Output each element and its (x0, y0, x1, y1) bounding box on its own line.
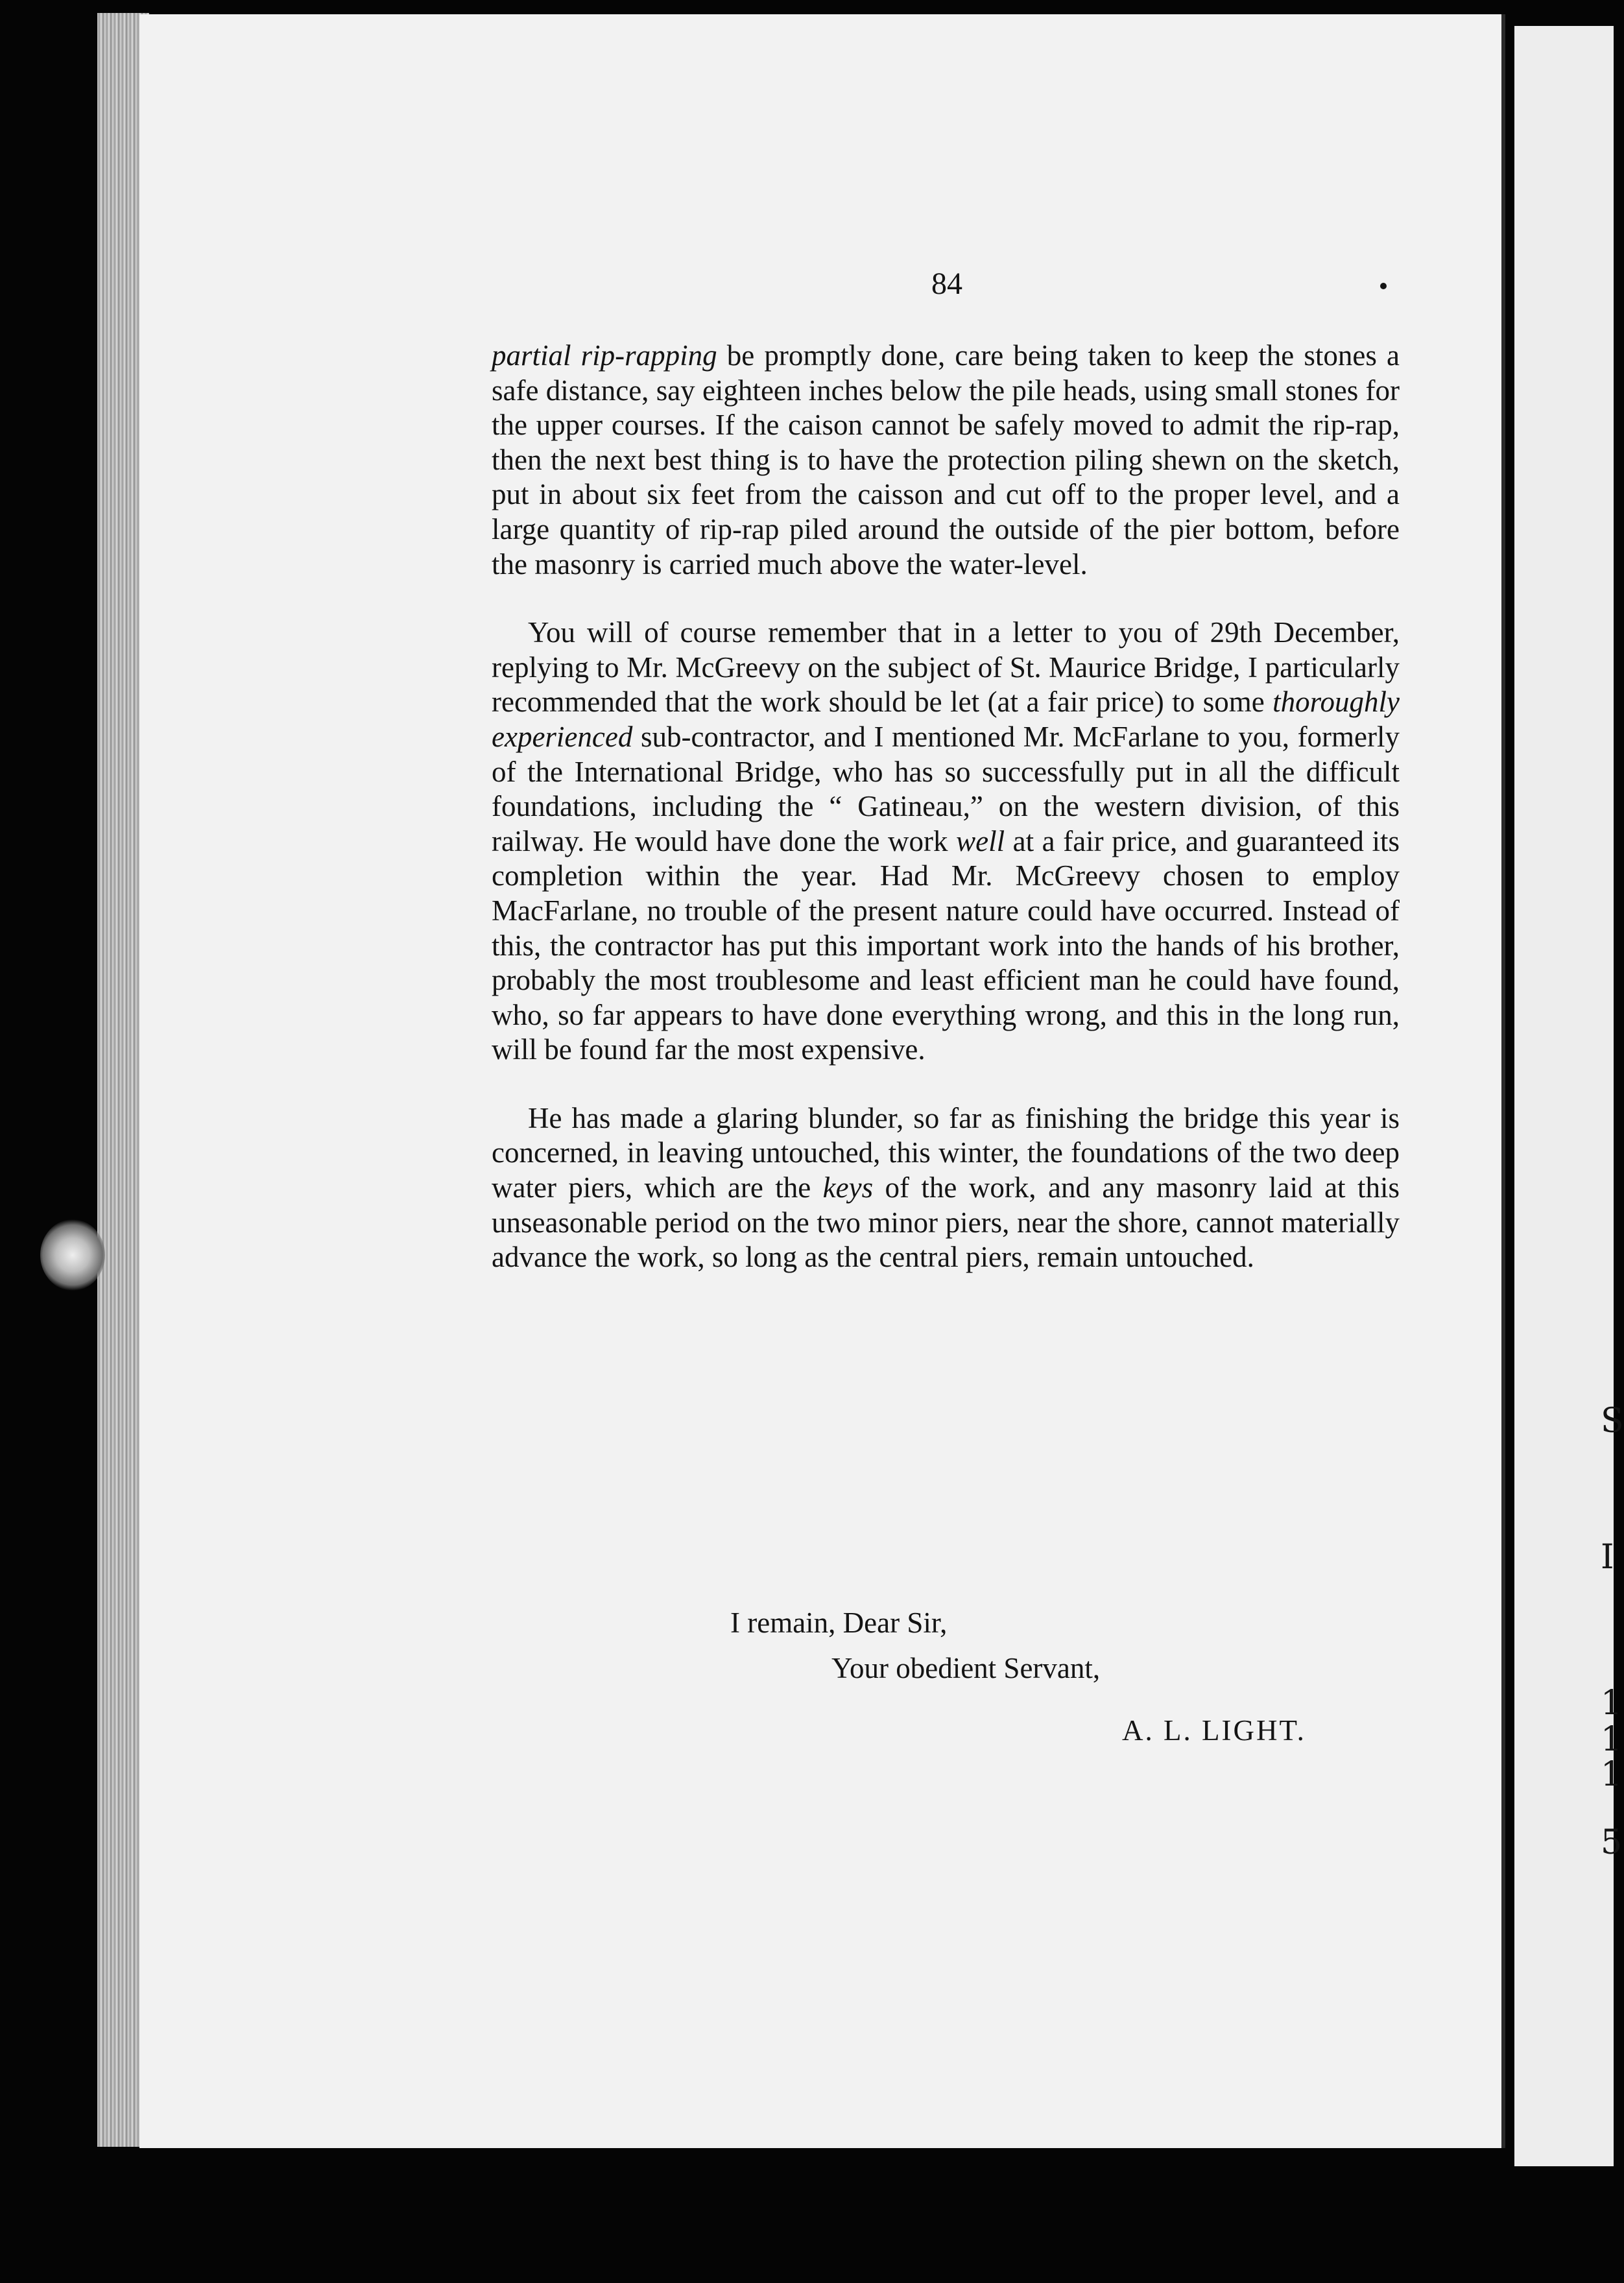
facing-page (1514, 26, 1614, 2166)
italic-phrase: well (956, 824, 1005, 857)
italic-phrase: keys (822, 1171, 874, 1204)
facing-page-fragment: S (1601, 1402, 1624, 1440)
paragraph-text: He has made a glaring blunder, so far as finishing the bridge this year is concerned, in leaving untouched, this winter, the foundations of the two deep water piers, which are the (492, 1101, 1400, 1204)
paragraph (492, 339, 1400, 582)
page-number: 84 (931, 267, 962, 301)
margin-blot (40, 1219, 105, 1291)
italic-phrase: partial rip-rapping (492, 339, 717, 372)
paragraph (492, 616, 1400, 1068)
italic-phrase: thoroughly experienced (492, 686, 1400, 753)
page-mark (1380, 283, 1387, 289)
facing-page-fragment: 1 (1601, 1720, 1623, 1759)
paragraph-text: at a fair price, and guaranteed its completion within the year. Had Mr. McGreevy chosen to employ MacFarlane, no trouble of the present nature could have occurred. Instead of this, the contractor has put this important work into the hands of his brother, probably the most troublesome and least efficient man he could have found, who, so far appears to have done everything wrong, and this in the long run, will be found far the most expensive. (492, 824, 1400, 1066)
paragraph-text: be promptly done, care being taken to keep the stones a safe distance, say eighteen inches below the pile heads, using small stones for the upper courses. If the caison cannot be safely moved to admit the rip-rap, then the next best thing is to have the protection piling shewn on the sketch, put in about six feet from the caisson and cut off to the proper level, and a large quantity of rip-rap piled around the outside of the pier bottom, before the masonry is carried much above the water-level. (492, 339, 1400, 580)
facing-page-fragment: 1 (1601, 1684, 1623, 1723)
paragraph-text: You will of course remember that in a letter to you of 29th December, replying to Mr. McGreevy on the subject of St. Maurice Bridge, I particularly recommended that the work should be let (at a fair price) to some (492, 616, 1400, 719)
signature: A. L. LIGHT. (1122, 1714, 1306, 1747)
facing-page-fragment: I (1601, 1538, 1614, 1577)
paragraph-text: sub-contractor, and I mentioned Mr. McFarlane to you, formerly of the International Bridge, who has so successfully put in all the difficult foundations, including the “ Gatineau,” on the western division, of this railway. He would have done the work (492, 720, 1400, 857)
facing-page-fragment: 5 (1601, 1823, 1623, 1862)
letter-body (492, 339, 1400, 1275)
paragraph (492, 1101, 1400, 1275)
closing-valediction: Your obedient Servant, (831, 1652, 1101, 1684)
facing-page-fragment: 1 (1601, 1755, 1623, 1794)
closing-salutation: I remain, Dear Sir, (730, 1607, 948, 1639)
paragraph-text: of the work, and any masonry laid at this unseasonable period on the two minor piers, near the shore, cannot materially advance the work, so long as the central piers, remain untouched. (492, 1171, 1400, 1274)
